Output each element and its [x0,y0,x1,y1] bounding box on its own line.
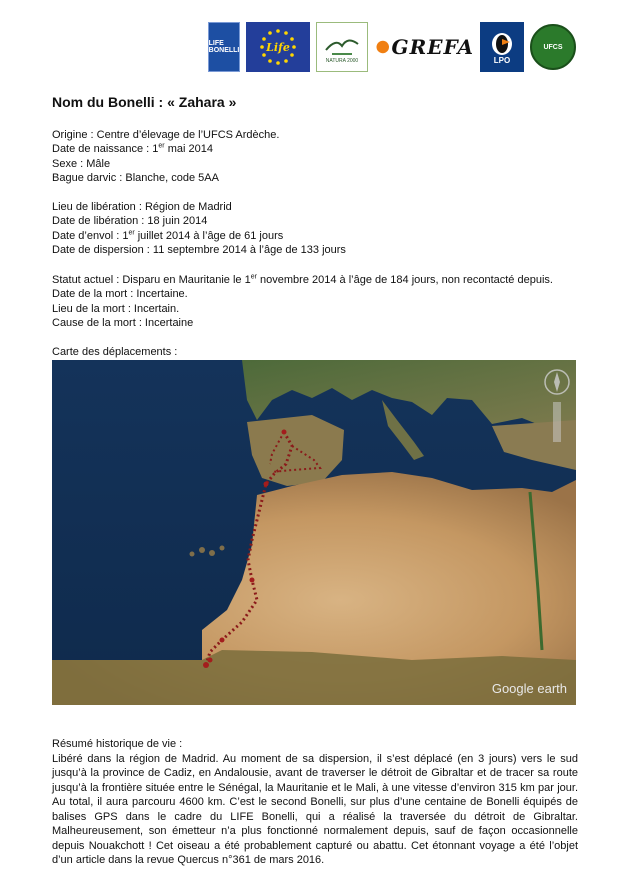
envol-pre: Date d’envol : 1 [52,229,129,242]
envol-post: juillet 2014 à l’âge de 61 jours [134,229,284,242]
date-liberation-line: Date de libération : 18 juin 2014 [52,215,208,228]
eu-life-logo [246,22,310,72]
puffin-icon [488,30,516,56]
mort-date-line: Date de la mort : Incertaine. [52,288,188,301]
identity-section [52,128,279,185]
envol-sup: er [128,228,135,236]
summary-heading: Résumé historique de vie : [52,738,183,750]
movement-map [52,360,576,705]
lieu-liberation-line: Lieu de libération : Région de Madrid [52,201,232,213]
envol-line [52,229,346,243]
statut-post: novembre 2014 à l’âge de 184 jours, non recontacté depuis. [256,274,553,286]
liberation-section [52,200,346,257]
eu-stars-icon [246,22,310,72]
satellite-map-image [52,360,576,705]
statut-section [52,273,553,330]
sexe-line: Sexe : Mâle [52,157,111,170]
statut-line [52,273,553,287]
naissance-line [52,142,279,156]
eu-life-text: Life [266,41,290,54]
dispersion-line: Date de dispersion : 11 septembre 2014 à l’âge de 133 jours [52,243,346,256]
bird-flight-icon [322,30,362,58]
grefa-sun-icon [374,35,392,59]
natura-2000-text: NATURA 2000 [325,58,359,64]
mort-lieu-line: Lieu de la mort : Incertain. [52,302,180,315]
statut-pre: Statut actuel : Disparu en Mauritanie le 1 [52,274,251,286]
mort-cause-line: Cause de la mort : Incertaine [52,316,194,329]
page-title: Nom du Bonelli : « Zahara » [52,94,237,110]
lpo-text: LPO [493,55,511,65]
naissance-post: mai 2014 [164,143,213,156]
bague-line: Bague darvic : Blanche, code 5AA [52,171,219,184]
summary-paragraph: Libéré dans la région de Madrid. Au moment de sa dispersion, il s’est déplacé (en 3 jours) vers le sud jusqu’à la province de Cadiz, en Andalousie, avant de traverser le détroit de Gibraltar et de tracer sa route jusqu’à la frontière située entre le Sénégal, la Mauritanie et le Mali, à une vitesse d’environ 315 km par jour. Au total, il aura parcouru 4600 km. C’est le second Bonelli, sur plus d’une centaine de Bonelli équipés de balises GPS dans le cadre du LIFE Bonelli, qui a réalisé la traversée du détroit de Gibraltar. Malheureusement, son émetteur n’a plus fonctionné normalement depuis, sauf de façon occasionnelle depuis Nouakchott ! Cet oiseau a été probablement capturé ou abattu. Cet étonnant voyage a été l’objet d’un article dans la revue Quercus n°361 de mars 2016. [52,752,578,866]
life-bonelli-logo [208,22,240,72]
ufcs-text: UFCS [543,43,563,51]
map-label [52,345,177,359]
lpo-logo [480,22,524,72]
map-label-text: Carte des déplacements : [52,346,178,358]
google-earth-watermark: Google earth [491,681,567,696]
grefa-text: GREFA [391,35,474,59]
partner-logos [208,20,576,74]
statut-sup: er [250,273,257,281]
grefa-logo [374,22,474,72]
naissance-sup: er [158,142,165,150]
life-bonelli-logo-text: LIFE BONELLI [208,40,240,54]
life-summary-section [52,737,578,868]
ufcs-logo [530,24,576,70]
natura-2000-logo [316,22,368,72]
origine-line: Origine : Centre d’élevage de l’UFCS Ardèche. [52,129,280,141]
naissance-pre: Date de naissance : 1 [52,143,159,156]
